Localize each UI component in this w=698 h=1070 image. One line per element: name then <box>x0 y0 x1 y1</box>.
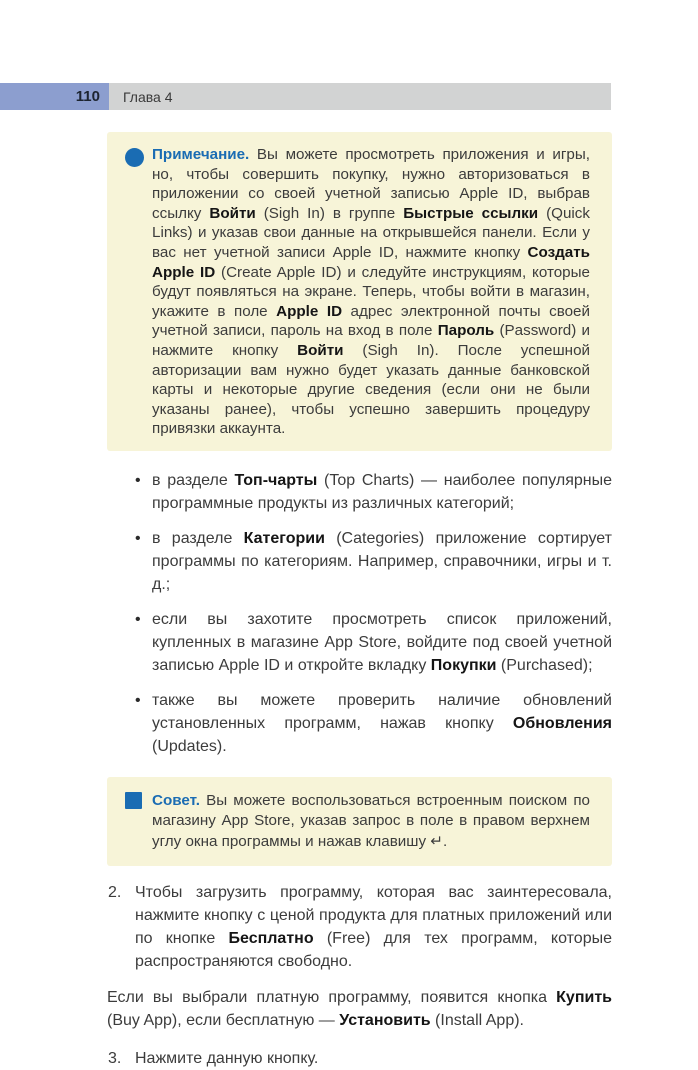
body-paragraph <box>107 986 612 1032</box>
note-label: Примечание. <box>152 146 250 163</box>
step-number: 3. <box>108 1049 122 1067</box>
list-item <box>107 527 612 596</box>
list-item <box>107 469 612 515</box>
list-item-text: в разделе Категории (Categories) приложение сортирует программы по категориям. Например, справочники, игры и т. д.; <box>152 529 612 593</box>
list-item <box>107 608 612 677</box>
tip-label: Совет. <box>152 791 200 809</box>
bullet-icon: • <box>135 610 141 628</box>
running-head <box>0 83 611 110</box>
bullet-icon: • <box>135 691 141 709</box>
tip-box <box>107 777 612 866</box>
note-text <box>152 145 590 439</box>
list-item-text: если вы захотите просмотреть список приложений, купленных в магазине App Store, войдите под своей учетной записью Apple ID и откройте вкладку Покупки (Purchased); <box>152 610 612 674</box>
tip-text <box>152 791 590 852</box>
numbered-step-2 <box>107 881 612 973</box>
list-item-text: также вы можете проверить наличие обновлений установленных программ, нажав кнопку Обновления (Updates). <box>152 691 612 755</box>
tip-square-icon <box>125 792 142 809</box>
numbered-step-3 <box>107 1047 612 1070</box>
list-item <box>107 689 612 758</box>
step-text: Нажмите данную кнопку. <box>135 1049 319 1067</box>
bullet-icon: • <box>135 529 141 547</box>
bullet-icon: • <box>135 471 141 489</box>
list-item-text: в разделе Топ-чарты (Top Charts) — наиболее популярные программные продукты из различных категорий; <box>152 471 613 512</box>
page-content <box>107 132 612 1070</box>
paragraph-text: Если вы выбрали платную программу, появится кнопка Купить (Buy App), если бесплатную — Установить (Install App). <box>107 988 612 1029</box>
step-number: 2. <box>108 883 122 901</box>
note-circle-icon <box>125 148 144 167</box>
bullet-list <box>107 469 612 758</box>
tip-body: Вы можете воспользоваться встроенным поиском по магазину App Store, указав запрос в поле в правом верхнем углу окна программы и нажав клавишу ↵. <box>152 791 590 850</box>
step-text: Чтобы загрузить программу, которая вас заинтересовала, нажмите кнопку с ценой продукта для платных приложений или по кнопке Бесплатно (Free) для тех программ, которые распространяются свободно. <box>135 883 612 970</box>
page-number: 110 <box>0 83 109 110</box>
note-body: Вы можете просмотреть приложения и игры, но, чтобы совершить покупку, нужно авторизоваться в приложении со своей учетной записью Apple ID, выбрав ссылку Войти (Sigh In) в группе Быстрые ссылки (Quick Links) и указав свои данные на открывшейся панели. Если у вас нет учетной записи Apple ID, нажмите кнопку Создать Apple ID (Create Apple ID) и следуйте инструкциям, которые будут появляться на экране. Теперь, чтобы войти в магазин, укажите в поле Apple ID адрес электронной почты своей учетной записи, пароль на вход в поле Пароль (Password) и нажмите кнопку Войти (Sigh In). После успешной авторизации вам нужно будет указать данные банковской карты и некоторые другие сведения (если они не были указаны ранее), чтобы успешно завершить процедуру привязки аккаунта. <box>152 146 591 438</box>
note-box <box>107 132 612 451</box>
chapter-title: Глава 4 <box>109 83 611 110</box>
